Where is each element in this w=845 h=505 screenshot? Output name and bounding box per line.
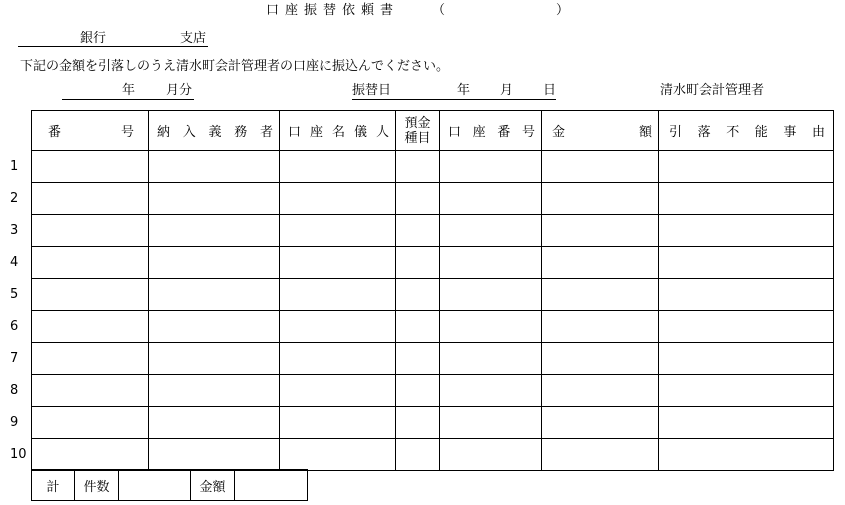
row-number: 3: [10, 223, 19, 238]
cell-account-number[interactable]: [440, 375, 542, 407]
cell-deposit-type[interactable]: [396, 183, 440, 215]
cell-account-number[interactable]: [440, 311, 542, 343]
cell-account-holder[interactable]: [280, 215, 396, 247]
transfer-table: [31, 110, 834, 471]
cell-number[interactable]: [32, 407, 149, 439]
cell-account-number[interactable]: [440, 439, 542, 471]
cell-account-number[interactable]: [440, 247, 542, 279]
cell-reason[interactable]: [659, 247, 834, 279]
row-number: 5: [10, 287, 19, 302]
cell-payer[interactable]: [149, 215, 280, 247]
cell-account-holder[interactable]: [280, 151, 396, 183]
cell-account-number[interactable]: [440, 183, 542, 215]
cell-payer[interactable]: [149, 247, 280, 279]
table-row: [32, 151, 834, 183]
header-account-number: 口 座 番 号: [440, 111, 542, 151]
cell-amount[interactable]: [542, 343, 659, 375]
cell-number[interactable]: [32, 439, 149, 471]
cell-payer[interactable]: [149, 151, 280, 183]
cell-deposit-type[interactable]: [396, 375, 440, 407]
cell-amount[interactable]: [542, 151, 659, 183]
table-row: [32, 311, 834, 343]
total-label: 計: [32, 470, 75, 501]
header-number: 番 号: [32, 111, 149, 151]
cell-amount[interactable]: [542, 375, 659, 407]
header-account-holder: 口 座 名 儀 人: [280, 111, 396, 151]
cell-payer[interactable]: [149, 279, 280, 311]
cell-number[interactable]: [32, 215, 149, 247]
totals-table: [31, 469, 308, 501]
branch-label: 支店: [180, 31, 207, 46]
cell-account-holder[interactable]: [280, 343, 396, 375]
cell-number[interactable]: [32, 311, 149, 343]
cell-amount[interactable]: [542, 183, 659, 215]
cell-deposit-type[interactable]: [396, 343, 440, 375]
transfer-date-label: 振替日: [352, 83, 392, 98]
transfer-year-label: 年: [457, 83, 471, 98]
cell-account-number[interactable]: [440, 407, 542, 439]
cell-deposit-type[interactable]: [396, 439, 440, 471]
cell-account-number[interactable]: [440, 151, 542, 183]
cell-payer[interactable]: [149, 439, 280, 471]
cell-account-holder[interactable]: [280, 439, 396, 471]
table-row: [32, 439, 834, 471]
cell-deposit-type[interactable]: [396, 279, 440, 311]
cell-account-number[interactable]: [440, 215, 542, 247]
row-number: 6: [10, 319, 19, 334]
table-row: [32, 343, 834, 375]
count-value-cell[interactable]: [119, 470, 191, 501]
table-row: [32, 375, 834, 407]
instruction-text: 下記の金額を引落しのうえ清水町会計管理者の口座に振込んでください。: [20, 59, 450, 74]
cell-account-holder[interactable]: [280, 311, 396, 343]
payee-label: 清水町会計管理者: [660, 83, 765, 98]
totals-row: [32, 470, 308, 501]
cell-payer[interactable]: [149, 375, 280, 407]
cell-amount[interactable]: [542, 311, 659, 343]
title-paren-open: （: [432, 3, 446, 18]
cell-amount[interactable]: [542, 247, 659, 279]
cell-amount[interactable]: [542, 279, 659, 311]
cell-number[interactable]: [32, 279, 149, 311]
cell-reason[interactable]: [659, 375, 834, 407]
cell-amount[interactable]: [542, 439, 659, 471]
cell-deposit-type[interactable]: [396, 215, 440, 247]
cell-deposit-type[interactable]: [396, 407, 440, 439]
cell-reason[interactable]: [659, 311, 834, 343]
row-number: 8: [10, 383, 19, 398]
cell-payer[interactable]: [149, 183, 280, 215]
cell-reason[interactable]: [659, 183, 834, 215]
cell-amount[interactable]: [542, 407, 659, 439]
cell-reason[interactable]: [659, 279, 834, 311]
count-label: 件数: [75, 470, 119, 501]
amount-total-value-cell[interactable]: [235, 470, 308, 501]
header-amount: 金 額: [542, 111, 659, 151]
cell-number[interactable]: [32, 183, 149, 215]
cell-reason[interactable]: [659, 407, 834, 439]
cell-account-number[interactable]: [440, 279, 542, 311]
cell-reason[interactable]: [659, 439, 834, 471]
table-row: [32, 279, 834, 311]
cell-account-holder[interactable]: [280, 279, 396, 311]
row-number: 7: [10, 351, 19, 366]
cell-reason[interactable]: [659, 343, 834, 375]
header-payer: 納 入 義 務 者: [149, 111, 280, 151]
cell-account-holder[interactable]: [280, 183, 396, 215]
table-row: [32, 215, 834, 247]
table-row: [32, 183, 834, 215]
period-year-label: 年: [122, 83, 136, 98]
cell-payer[interactable]: [149, 343, 280, 375]
title-paren-close: ）: [556, 3, 570, 18]
bank-label: 銀行: [80, 31, 107, 46]
header-deposit-type: 預金 種目: [396, 111, 440, 151]
cell-payer[interactable]: [149, 407, 280, 439]
table-header-row: [32, 111, 834, 151]
row-number: 4: [10, 255, 19, 270]
cell-account-number[interactable]: [440, 343, 542, 375]
header-reason: 引 落 不 能 事 由: [659, 111, 834, 151]
cell-payer[interactable]: [149, 311, 280, 343]
transfer-date-underline: [352, 99, 556, 100]
cell-number[interactable]: [32, 343, 149, 375]
cell-deposit-type[interactable]: [396, 311, 440, 343]
bank-branch-underline: [18, 46, 208, 47]
cell-account-holder[interactable]: [280, 247, 396, 279]
cell-amount[interactable]: [542, 215, 659, 247]
cell-account-holder[interactable]: [280, 407, 396, 439]
transfer-month-label: 月: [500, 83, 514, 98]
amount-total-label: 金額: [191, 470, 235, 501]
period-underline: [62, 99, 194, 100]
cell-number[interactable]: [32, 151, 149, 183]
transfer-day-label: 日: [543, 83, 557, 98]
cell-number[interactable]: [32, 247, 149, 279]
form-title: 口座振替依頼書: [266, 3, 400, 18]
table-row: [32, 407, 834, 439]
cell-deposit-type[interactable]: [396, 151, 440, 183]
cell-reason[interactable]: [659, 215, 834, 247]
table-row: [32, 247, 834, 279]
cell-reason[interactable]: [659, 151, 834, 183]
cell-account-holder[interactable]: [280, 375, 396, 407]
cell-number[interactable]: [32, 375, 149, 407]
row-number: 9: [10, 415, 19, 430]
cell-deposit-type[interactable]: [396, 247, 440, 279]
period-month-label: 月分: [166, 83, 193, 98]
row-number: 10: [10, 447, 27, 462]
row-number: 2: [10, 191, 19, 206]
row-number: 1: [10, 159, 19, 174]
